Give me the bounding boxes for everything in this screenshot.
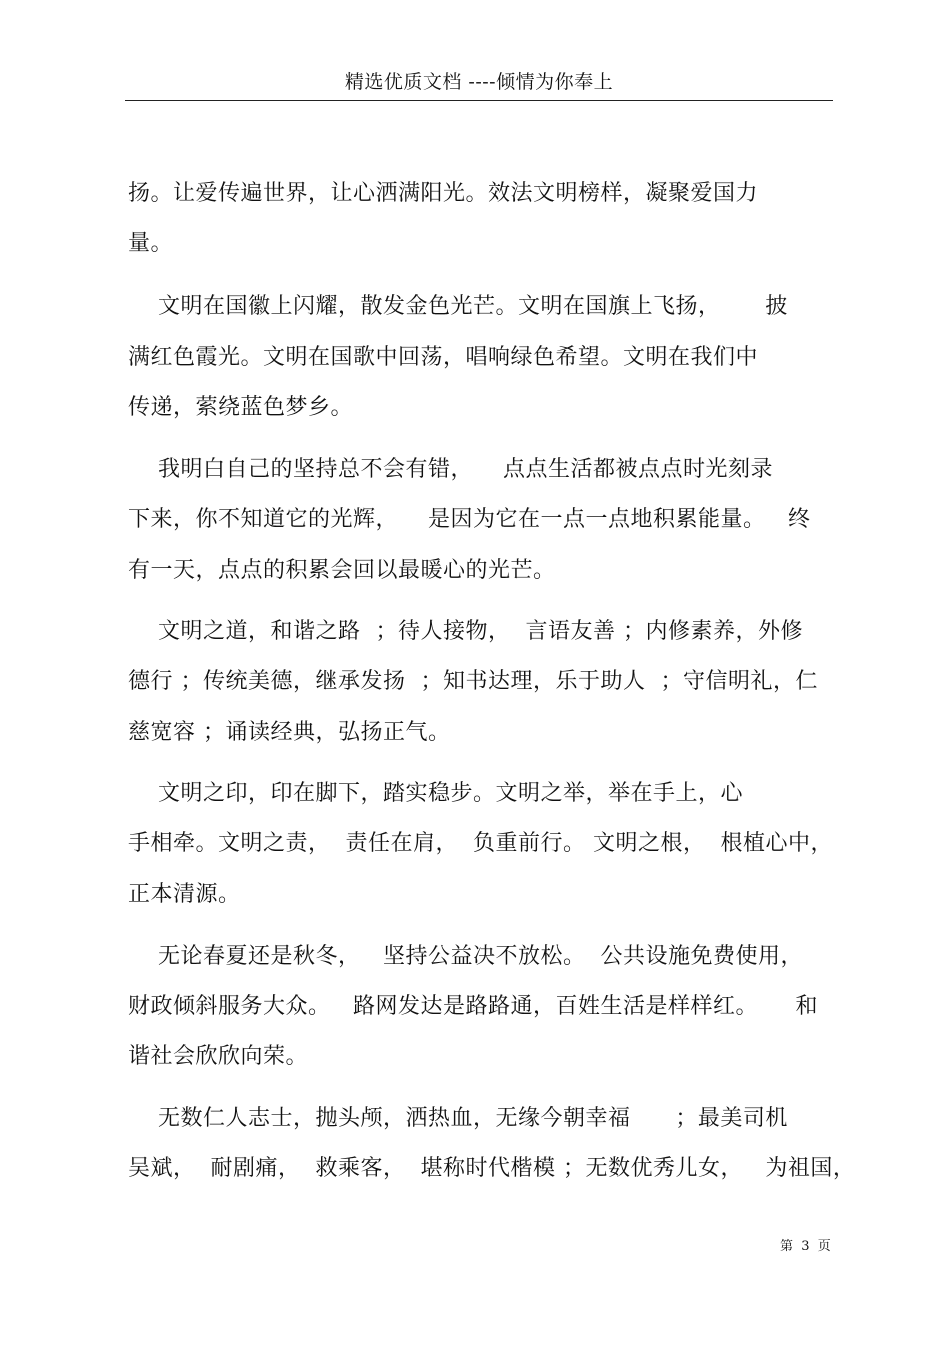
body-line: 正本清源。	[128, 882, 241, 907]
body-line: 文明在国徽上闪耀，散发金色光芒。文明在国旗上飞扬， 披	[128, 294, 788, 319]
body-line: 财政倾斜服务大众。 路网发达是路路通，百姓生活是样样红。 和	[128, 994, 818, 1019]
body-line: 吴斌， 耐剧痛， 救乘客， 堪称时代楷模 ；无数优秀儿女， 为祖国，	[128, 1156, 856, 1181]
body-line: 无数仁人志士，抛头颅，洒热血，无缘今朝幸福 ；最美司机	[128, 1106, 788, 1131]
body-line: 下来，你不知道它的光辉， 是因为它在一点一点地积累能量。 终	[128, 507, 811, 532]
body-line: 无论春夏还是秋冬， 坚持公益决不放松。 公共设施免费使用，	[128, 944, 803, 969]
body-line: 扬。让爱传遍世界，让心洒满阳光。效法文明榜样，凝聚爱国力	[128, 181, 759, 206]
page-header-title: 精选优质文档 ----倾情为你奉上	[344, 71, 614, 93]
page-number: 第 3 页	[780, 1239, 831, 1254]
body-line: 有一天，点点的积累会回以最暖心的光芒。	[128, 558, 556, 583]
body-line: 量。	[128, 231, 174, 256]
body-line: 文明之印，印在脚下，踏实稳步。文明之举，举在手上，心	[128, 781, 743, 806]
body-line: 德行 ；传统美德，继承发扬 ；知书达理，乐于助人 ；守信明礼，仁	[128, 669, 818, 694]
body-line: 满红色霞光。文明在国歌中回荡，唱响绿色希望。文明在我们中	[128, 345, 759, 370]
body-line: 我明白自己的坚持总不会有错， 点点生活都被点点时光刻录	[128, 457, 773, 482]
body-line: 传递，萦绕蓝色梦乡。	[128, 395, 354, 420]
body-line: 手相牵。文明之责， 责任在肩， 负重前行。 文明之根， 根植心中，	[128, 831, 833, 856]
body-line: 文明之道，和谐之路 ；待人接物， 言语友善 ；内修素养，外修	[128, 619, 803, 644]
header-divider	[125, 100, 833, 101]
body-line: 慈宽容 ；诵读经典，弘扬正气。	[128, 720, 451, 745]
body-line: 谐社会欣欣向荣。	[128, 1044, 309, 1069]
